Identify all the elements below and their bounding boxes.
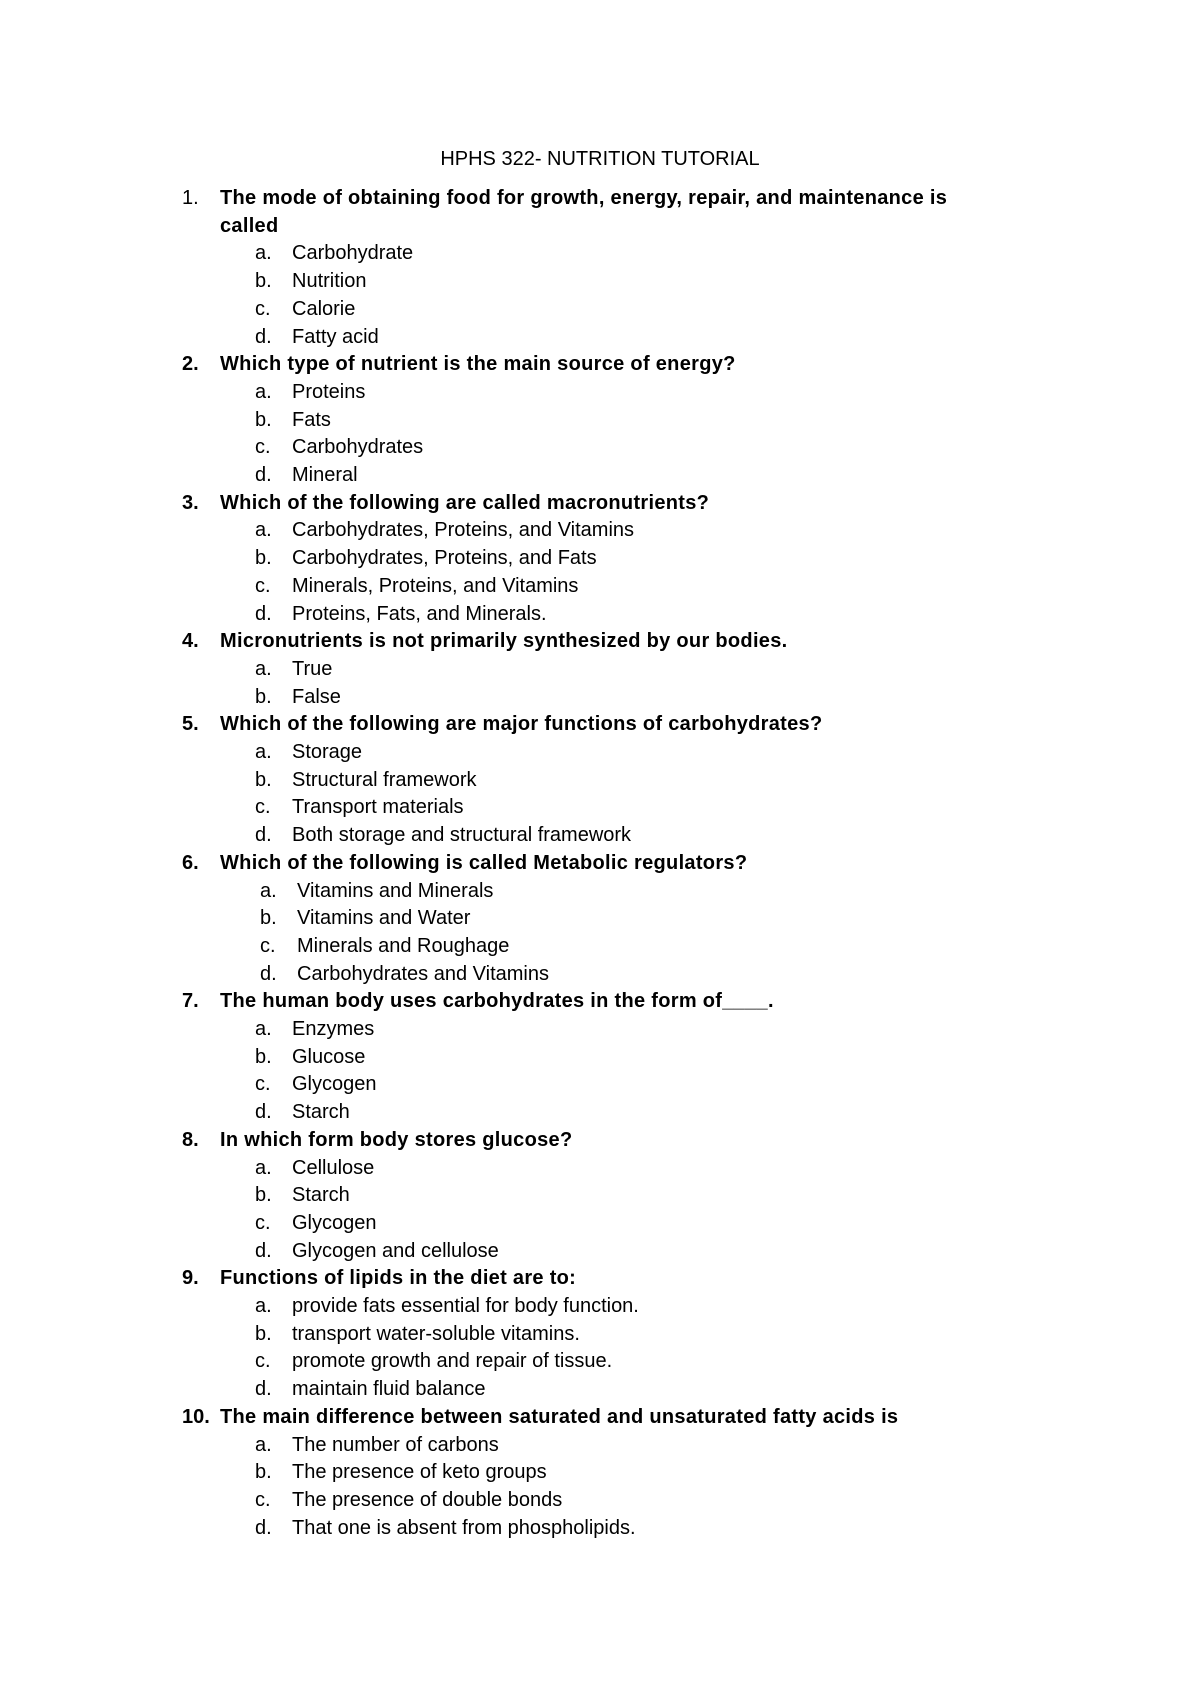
option-text: Carbohydrates <box>292 436 424 459</box>
option-letter: a. <box>255 1295 272 1317</box>
option-letter: c. <box>255 1488 271 1511</box>
option-text: Carbohydrate <box>292 242 414 265</box>
option-text: Glycogen and cellulose <box>292 1239 499 1262</box>
option-text: The presence of keto groups <box>292 1461 547 1484</box>
option-letter: d. <box>255 602 272 625</box>
question-text: Micronutrients is not primarily synthesized by our bodies. <box>220 630 788 653</box>
question-text: called <box>220 214 279 237</box>
option-letter: d. <box>255 1101 272 1124</box>
option-letter: b. <box>255 547 272 570</box>
option-text: Glycogen <box>292 1211 377 1234</box>
option-letter: b. <box>255 685 272 708</box>
question-number: 6. <box>182 851 199 874</box>
option-letter: c. <box>260 934 276 957</box>
option-letter: c. <box>255 297 271 320</box>
question-number: 2. <box>182 353 199 376</box>
option-letter: c. <box>255 1073 271 1096</box>
option-letter: b. <box>255 1461 272 1484</box>
option-text: Cellulose <box>292 1156 375 1179</box>
option-letter: c. <box>255 574 271 597</box>
question-number: 5. <box>182 713 199 736</box>
option-letter: c. <box>255 796 271 819</box>
question-number: 9. <box>182 1267 199 1290</box>
question-text: The mode of obtaining food for growth, energy, repair, and maintenance is <box>220 187 948 209</box>
page-title: HPHS 322- NUTRITION TUTORIAL <box>440 148 760 170</box>
option-letter: b. <box>255 1184 272 1207</box>
question-number: 1. <box>182 187 199 209</box>
option-text: Structural framework <box>292 768 477 791</box>
option-letter: b. <box>255 1322 272 1345</box>
question-text: Which of the following is called Metabolic regulators? <box>220 851 748 874</box>
option-text: Both storage and structural framework <box>292 824 632 847</box>
option-text: Carbohydrates and Vitamins <box>297 962 549 985</box>
option-text: The presence of double bonds <box>292 1488 563 1511</box>
option-text: That one is absent from phospholipids. <box>292 1516 636 1539</box>
option-text: transport water-soluble vitamins. <box>292 1322 580 1345</box>
question-number: 8. <box>182 1128 199 1151</box>
option-text: Fatty acid <box>292 325 379 348</box>
option-letter: c. <box>255 436 271 459</box>
option-text: Starch <box>292 1184 350 1207</box>
option-letter: a. <box>255 1018 272 1040</box>
question-text: Which of the following are major functions of carbohydrates? <box>220 713 823 736</box>
question-text: The human body uses carbohydrates in the form of____. <box>220 990 774 1013</box>
question-text: The main difference between saturated and unsaturated fatty acids is <box>220 1405 899 1428</box>
question-text: In which form body stores glucose? <box>220 1128 573 1151</box>
option-letter: a. <box>255 1433 272 1456</box>
option-text: Vitamins and Water <box>297 907 471 930</box>
option-letter: d. <box>255 325 272 348</box>
option-letter: c. <box>255 1211 271 1234</box>
option-text: Proteins, Fats, and Minerals. <box>292 602 547 625</box>
option-text: Minerals and Roughage <box>297 934 510 957</box>
question-number: 7. <box>182 990 199 1013</box>
option-text: Proteins <box>292 380 366 403</box>
question-number: 3. <box>182 491 199 514</box>
option-letter: d. <box>255 464 272 486</box>
option-text: maintain fluid balance <box>292 1378 486 1401</box>
option-text: Transport materials <box>292 796 464 819</box>
option-text: Carbohydrates, Proteins, and Fats <box>292 547 597 570</box>
option-text: True <box>292 657 333 680</box>
option-letter: d. <box>255 1516 272 1539</box>
option-text: Storage <box>292 741 363 763</box>
option-letter: d. <box>260 962 277 985</box>
option-letter: c. <box>255 1350 271 1373</box>
option-text: Carbohydrates, Proteins, and Vitamins <box>292 519 635 542</box>
option-text: Nutrition <box>292 270 367 293</box>
option-letter: d. <box>255 1378 272 1401</box>
question-number: 10. <box>182 1405 210 1428</box>
option-letter: a. <box>260 879 277 902</box>
option-text: Enzymes <box>292 1018 375 1040</box>
option-text: Calorie <box>292 297 356 320</box>
option-text: False <box>292 685 341 708</box>
option-text: Fats <box>292 408 331 431</box>
option-letter: d. <box>255 824 272 847</box>
option-text: Glucose <box>292 1045 366 1068</box>
option-letter: b. <box>260 907 277 930</box>
option-text: Mineral <box>292 464 358 486</box>
option-letter: a. <box>255 741 272 763</box>
option-text: promote growth and repair of tissue. <box>292 1350 613 1373</box>
option-letter: a. <box>255 380 272 403</box>
option-letter: d. <box>255 1239 272 1262</box>
option-text: Vitamins and Minerals <box>297 879 494 902</box>
option-text: Minerals, Proteins, and Vitamins <box>292 574 579 597</box>
option-text: The number of carbons <box>292 1433 499 1456</box>
question-text: Functions of lipids in the diet are to: <box>220 1267 577 1290</box>
option-letter: a. <box>255 657 272 680</box>
option-letter: b. <box>255 768 272 791</box>
question-text: Which of the following are called macronutrients? <box>220 491 710 514</box>
option-text: Starch <box>292 1101 350 1124</box>
option-letter: a. <box>255 242 272 265</box>
option-letter: a. <box>255 519 272 542</box>
option-text: provide fats essential for body function. <box>292 1295 639 1317</box>
option-letter: b. <box>255 1045 272 1068</box>
question-number: 4. <box>182 630 199 653</box>
option-letter: b. <box>255 408 272 431</box>
option-letter: a. <box>255 1156 272 1179</box>
option-letter: b. <box>255 270 272 293</box>
question-text: Which type of nutrient is the main source of energy? <box>220 353 736 376</box>
option-text: Glycogen <box>292 1073 377 1096</box>
